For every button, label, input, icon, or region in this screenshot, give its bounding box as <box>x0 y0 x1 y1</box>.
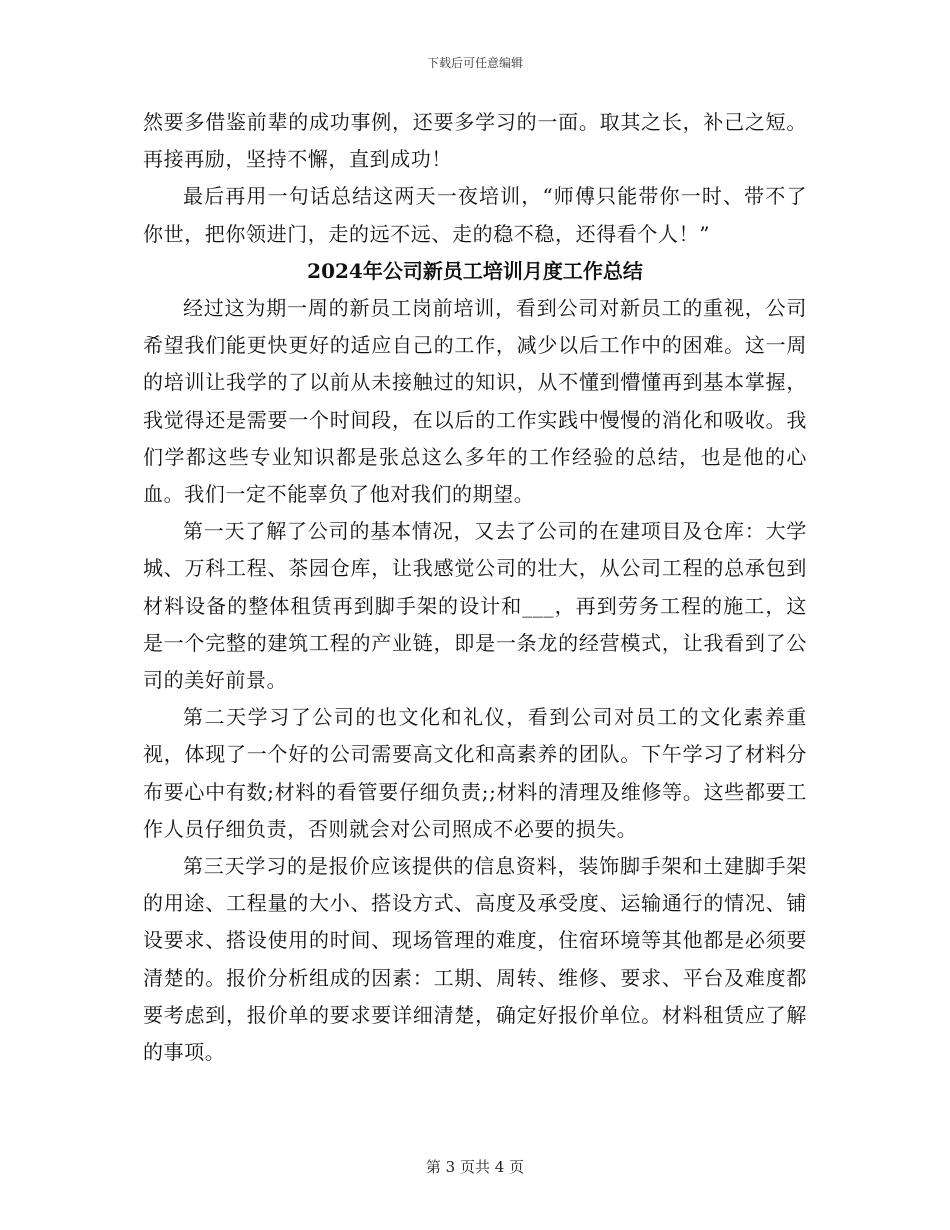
paragraph-summary: 最后再用一句话总结这两天一夜培训，“师傅只能带你一时、带不了你世，把你领进门，走的远不远、走的稳不稳，还得看个人！” <box>143 184 807 246</box>
paragraph-day-one: 第一天了解了公司的基本情况，又去了公司的在建项目及仓库：大学城、万科工程、茶园仓库，让我感觉公司的壮大，从公司工程的总承包到材料设备的整体租赁再到脚手架的设计和___，再到劳务工程的施工，这是一个完整的建筑工程的产业链，即是一条龙的经营模式，让我看到了公司的美好前景。 <box>143 519 807 693</box>
paragraph-intro: 经过这为期一周的新员工岗前培训，看到公司对新员工的重视，公司希望我们能更快更好的适应自己的工作，减少以后工作中的困难。这一周的培训让我学的了以前从未接触过的知识，从不懂到懵懂再到基本掌握，我觉得还是需要一个时间段，在以后的工作实践中慢慢的消化和吸收。我们学都这些专业知识都是张总这么多年的工作经验的总结，也是他的心血。我们一定不能辜负了他对我们的期望。 <box>143 296 807 507</box>
document-title: 2024年公司新员工培训月度工作总结 <box>307 258 643 283</box>
page-number: 第 3 页共 4 页 <box>425 1158 525 1176</box>
paragraph-day-two: 第二天学习了公司的也文化和礼仪，看到公司对员工的文化素养重视，体现了一个好的公司需要高文化和高素养的团队。下午学习了材料分布要心中有数;材料的看管要仔细负责;;材料的清理及维修等。这些都要工作人员仔细负责，否则就会对公司照成不必要的损失。 <box>143 705 807 841</box>
paragraph-continuation: 然要多借鉴前辈的成功事例，还要多学习的一面。取其之长，补己之短。再接再励，坚持不懈，直到成功！ <box>143 110 807 172</box>
paragraph-day-three: 第三天学习的是报价应该提供的信息资料，装饰脚手架和土建脚手架的用途、工程量的大小、搭设方式、高度及承受度、运输通行的情况、铺设要求、搭设使用的时间、现场管理的难度，住宿环境等其他都是必须要清楚的。报价分析组成的因素：工期、周转、维修、要求、平台及难度都要考虑到，报价单的要求要详细清楚，确定好报价单位。材料租赁应了解的事项。 <box>143 854 807 1065</box>
document-body <box>143 104 807 1071</box>
page-header: 下载后可任意编辑 <box>426 56 523 70</box>
